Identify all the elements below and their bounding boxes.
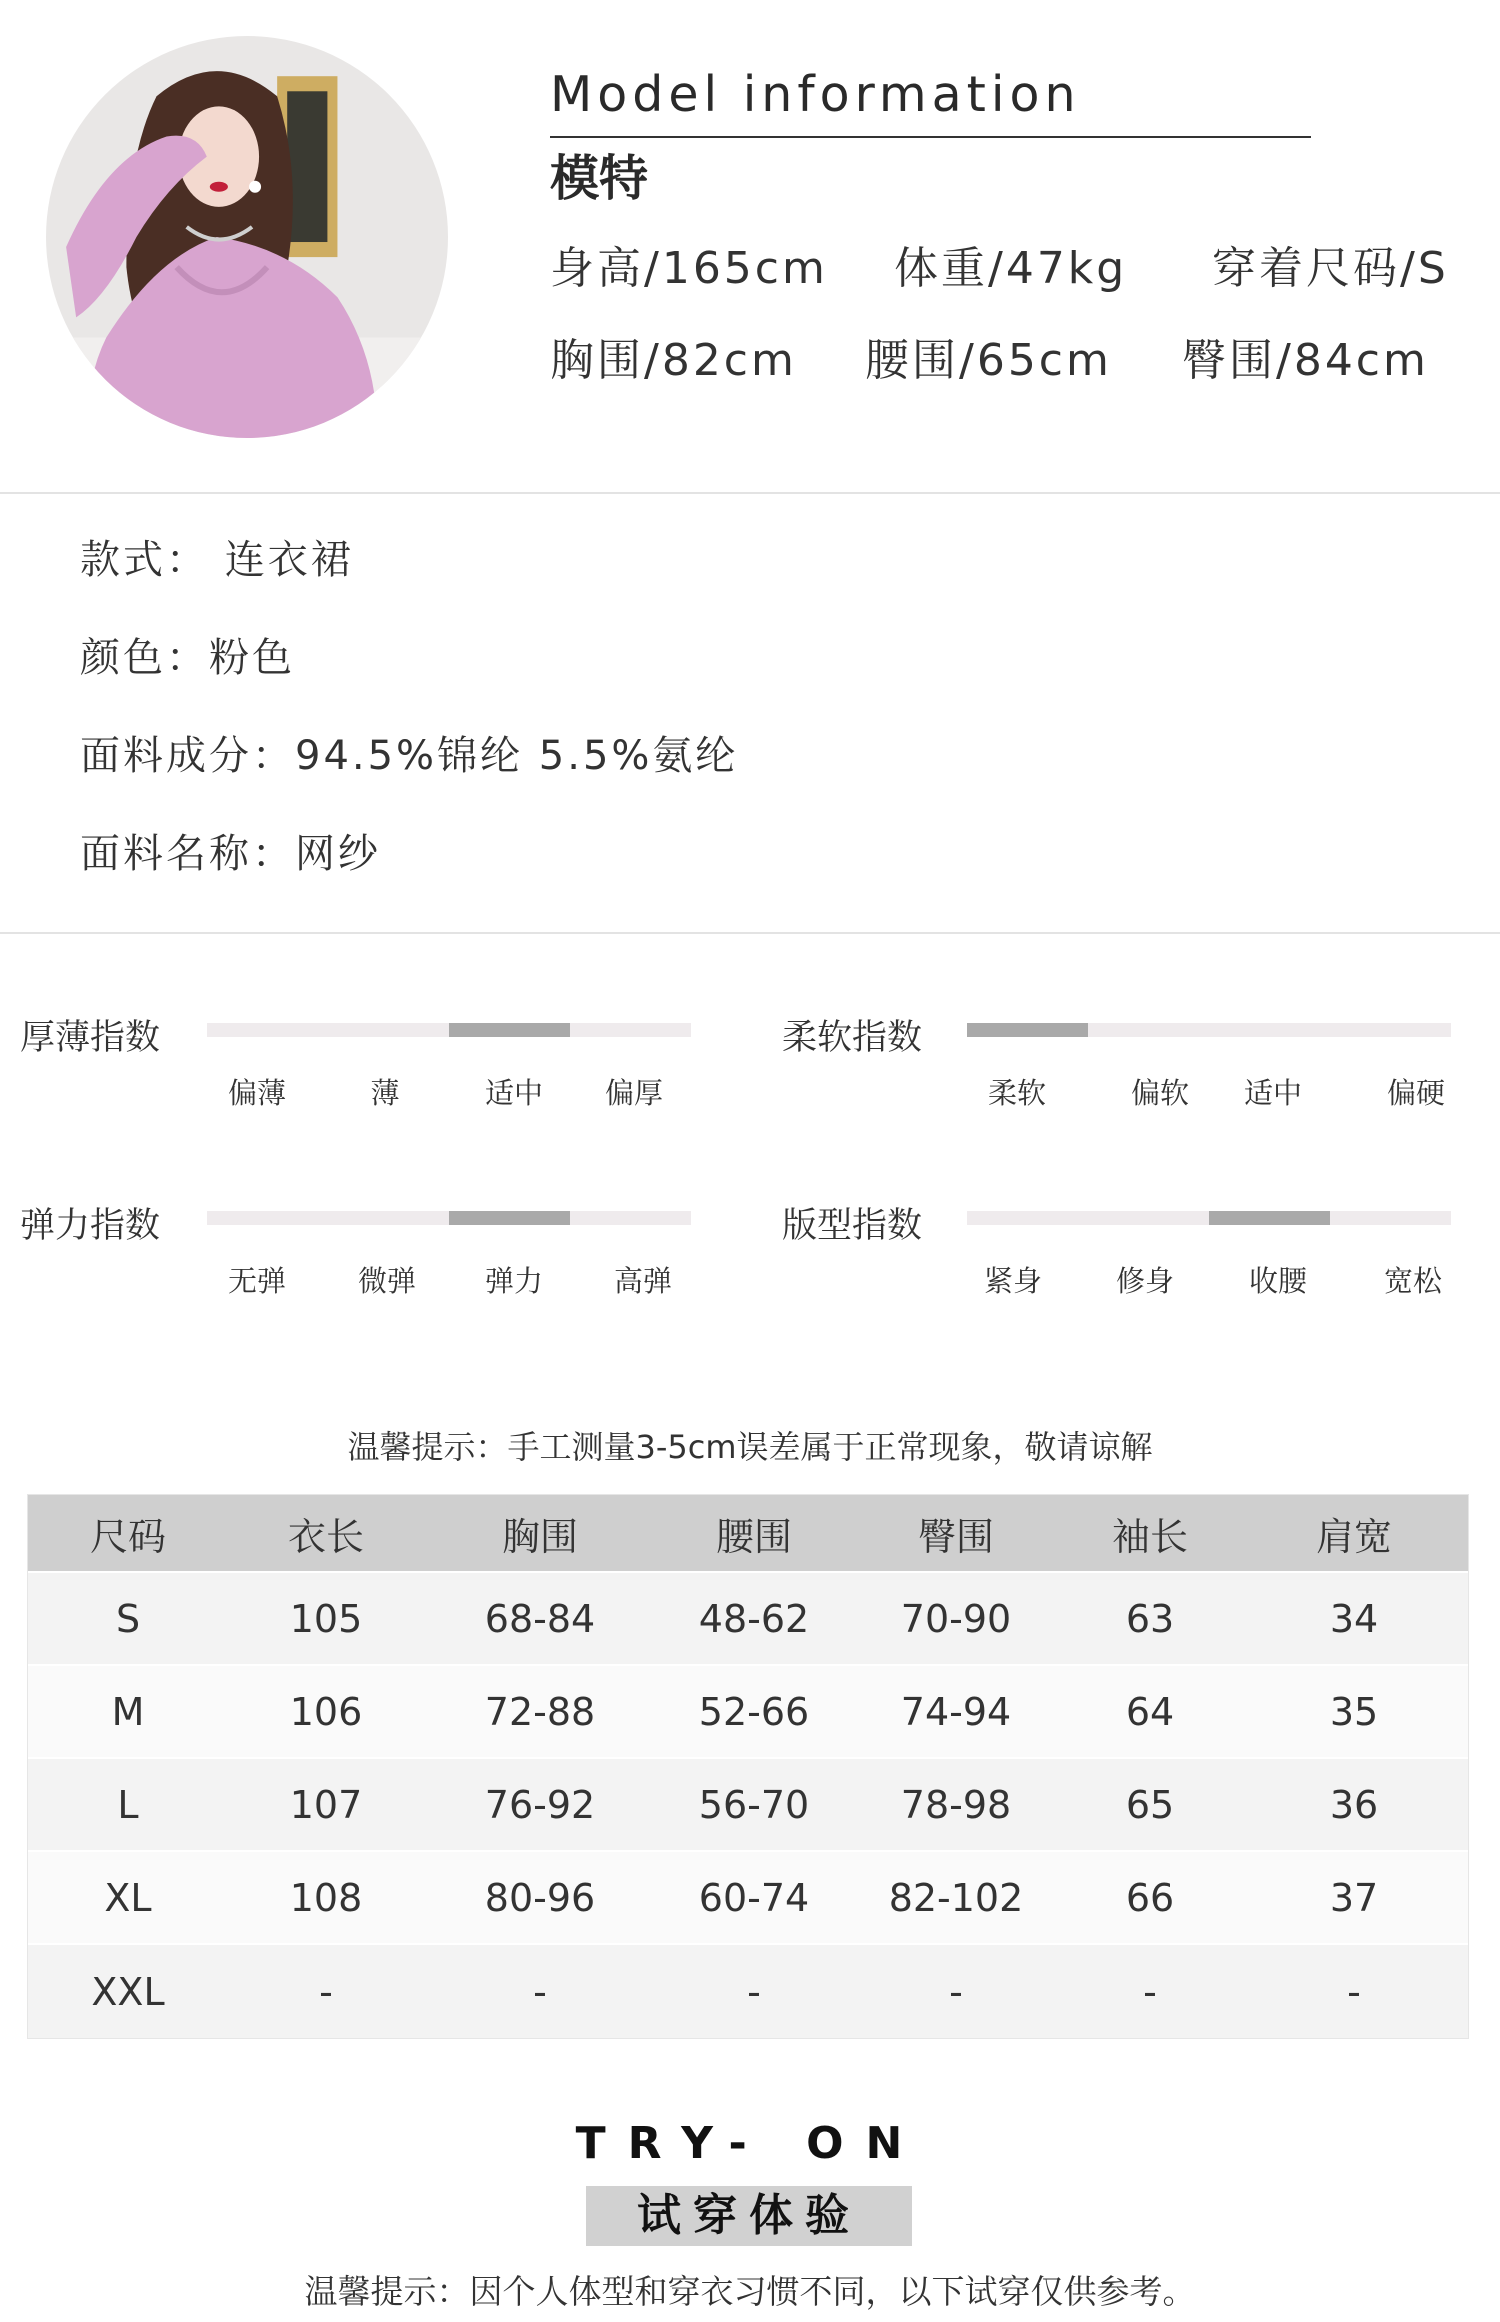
table-cell: - xyxy=(949,1969,963,2014)
table-cell: - xyxy=(1347,1969,1361,2014)
table-cell: 52-66 xyxy=(698,1689,810,1734)
table-cell: 80-96 xyxy=(484,1875,596,1920)
tryon-tip: 温馨提示：因个人体型和穿衣习惯不同，以下试穿仅供参考。 xyxy=(304,2272,1196,2311)
table-cell: 63 xyxy=(1125,1596,1175,1641)
table-header-cell: 胸围 xyxy=(501,1514,578,1559)
attr-style: 款式： 连衣裙 xyxy=(80,537,354,583)
table-header-row xyxy=(28,1495,1468,1573)
index-track-softness xyxy=(967,1023,1451,1037)
table-header-cell: 肩宽 xyxy=(1315,1514,1392,1559)
table-cell: 108 xyxy=(289,1875,363,1920)
index-fill-thickness xyxy=(449,1023,570,1037)
table-cell: - xyxy=(747,1969,761,2014)
measurement-tip: 温馨提示：手工测量3-5cm误差属于正常现象，敬请谅解 xyxy=(347,1428,1153,1466)
index-track-thickness xyxy=(207,1023,691,1037)
table-cell: 60-74 xyxy=(698,1875,810,1920)
attr-fabric: 面料成分：94.5%锦纶 5.5%氨纶 xyxy=(80,733,739,779)
table-cell: S xyxy=(115,1596,141,1641)
table-cell: 36 xyxy=(1329,1782,1379,1827)
index-label-fit: 版型指数 xyxy=(782,1206,923,1246)
table-row xyxy=(28,1573,1468,1666)
table-cell: - xyxy=(533,1969,547,2014)
index-option: 柔软 xyxy=(987,1076,1047,1110)
stat-hip: 臀围/84cm xyxy=(1182,335,1429,386)
table-cell: 37 xyxy=(1329,1875,1379,1920)
table-cell: 78-98 xyxy=(900,1782,1012,1827)
attr-color: 颜色：粉色 xyxy=(80,635,295,681)
model-photo-illustration xyxy=(46,36,448,438)
table-header-cell: 腰围 xyxy=(715,1514,792,1559)
index-label-softness: 柔软指数 xyxy=(782,1018,923,1058)
index-fill-fit xyxy=(1209,1211,1330,1225)
table-header-cell: 衣长 xyxy=(287,1514,364,1559)
table-header-cell: 袖长 xyxy=(1111,1514,1188,1559)
index-option: 偏厚 xyxy=(604,1076,664,1110)
table-cell: M xyxy=(111,1689,145,1734)
table-cell: 64 xyxy=(1125,1689,1175,1734)
model-info-section xyxy=(0,0,1500,492)
index-option: 适中 xyxy=(1243,1076,1303,1110)
index-fill-elasticity xyxy=(449,1211,570,1225)
table-header-cell: 臀围 xyxy=(917,1514,994,1559)
table-cell: - xyxy=(1143,1969,1157,2014)
index-track-elasticity xyxy=(207,1211,691,1225)
table-cell: 74-94 xyxy=(900,1689,1012,1734)
index-track-fit xyxy=(967,1211,1451,1225)
index-label-elasticity: 弹力指数 xyxy=(20,1206,161,1246)
table-row xyxy=(28,1852,1468,1945)
title-underline xyxy=(550,136,1311,138)
attr-fabric-name: 面料名称：网纱 xyxy=(80,831,381,877)
index-option: 偏硬 xyxy=(1386,1076,1446,1110)
index-option: 无弹 xyxy=(227,1264,287,1298)
stat-waist: 腰围/65cm xyxy=(865,335,1112,386)
table-cell: 106 xyxy=(289,1689,363,1734)
table-cell: 56-70 xyxy=(698,1782,810,1827)
stat-weight: 体重/47kg xyxy=(894,243,1128,294)
size-table xyxy=(27,1494,1469,2039)
index-option: 薄 xyxy=(370,1076,400,1110)
model-info-subtitle: 模特 xyxy=(550,150,649,207)
index-option: 偏薄 xyxy=(227,1076,287,1110)
index-option: 适中 xyxy=(484,1076,544,1110)
stat-height: 身高/165cm xyxy=(550,243,828,294)
tryon-title-en: TRY- ON xyxy=(575,2118,925,2169)
table-cell: 107 xyxy=(289,1782,363,1827)
index-option: 紧身 xyxy=(983,1264,1043,1298)
table-cell: L xyxy=(117,1782,139,1827)
table-cell: 105 xyxy=(289,1596,363,1641)
index-option: 弹力 xyxy=(484,1264,544,1298)
table-cell: 65 xyxy=(1125,1782,1175,1827)
model-avatar xyxy=(46,36,448,438)
index-option: 宽松 xyxy=(1383,1264,1443,1298)
index-option: 偏软 xyxy=(1130,1076,1190,1110)
table-cell: 72-88 xyxy=(484,1689,596,1734)
table-cell: 76-92 xyxy=(484,1782,596,1827)
table-cell: XXL xyxy=(91,1969,165,2014)
table-cell: 68-84 xyxy=(484,1596,596,1641)
table-cell: 66 xyxy=(1125,1875,1175,1920)
table-header-cell: 尺码 xyxy=(89,1514,166,1559)
index-option: 收腰 xyxy=(1248,1264,1308,1298)
table-cell: 48-62 xyxy=(698,1596,810,1641)
model-info-title: Model information xyxy=(550,66,1081,123)
stat-bust: 胸围/82cm xyxy=(550,335,797,386)
tryon-title-cn: 试穿体验 xyxy=(637,2190,861,2241)
divider xyxy=(0,932,1500,934)
divider xyxy=(0,492,1500,494)
table-row xyxy=(28,1666,1468,1759)
table-cell: 34 xyxy=(1329,1596,1379,1641)
table-row xyxy=(28,1945,1468,2038)
table-row xyxy=(28,1759,1468,1852)
index-option: 修身 xyxy=(1115,1264,1175,1298)
index-label-thickness: 厚薄指数 xyxy=(20,1018,161,1058)
table-cell: 35 xyxy=(1329,1689,1379,1734)
table-cell: 70-90 xyxy=(900,1596,1012,1641)
table-cell: XL xyxy=(104,1875,152,1920)
index-option: 高弹 xyxy=(613,1264,673,1298)
table-cell: 82-102 xyxy=(888,1875,1024,1920)
table-cell: - xyxy=(319,1969,333,2014)
index-fill-softness xyxy=(967,1023,1088,1037)
index-option: 微弹 xyxy=(357,1264,417,1298)
stat-size-worn: 穿着尺码/S xyxy=(1212,243,1449,294)
